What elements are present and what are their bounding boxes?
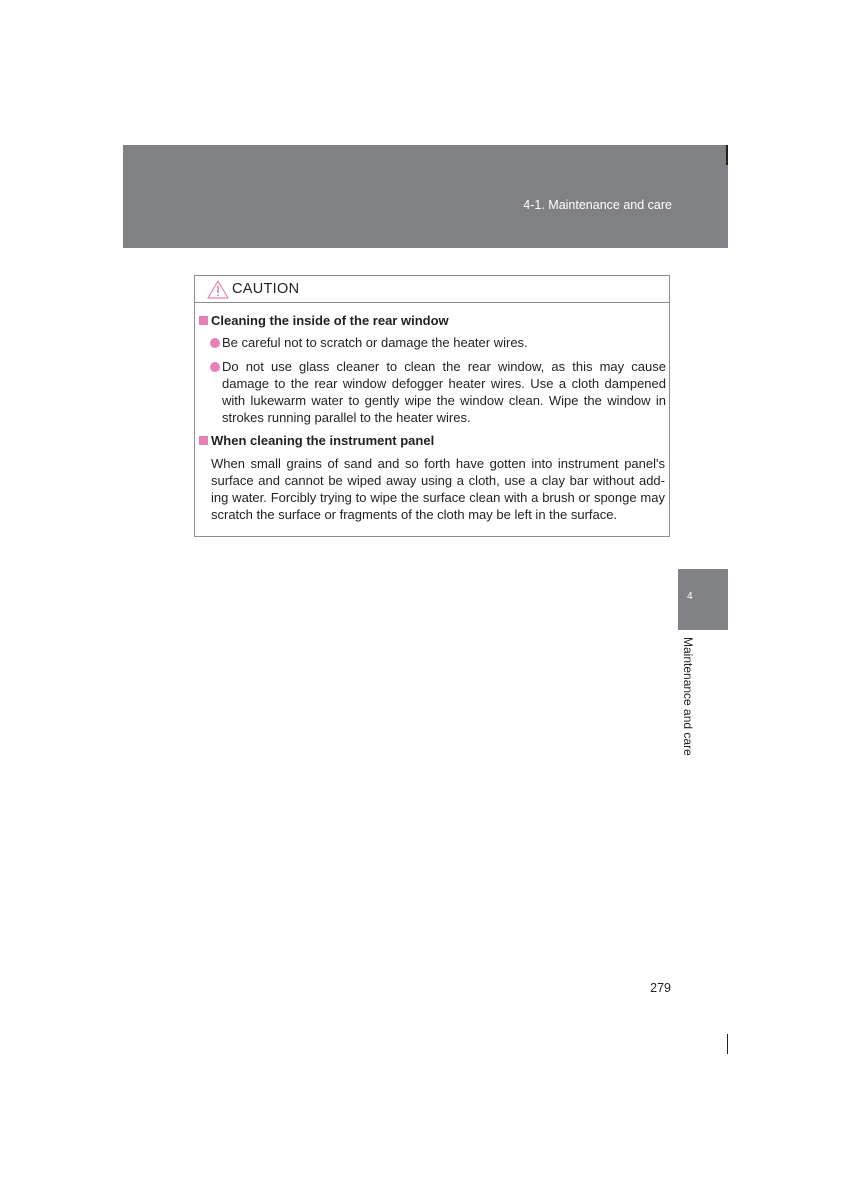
chapter-label: Maintenance and care (681, 637, 695, 756)
dot-bullet-icon (210, 362, 220, 372)
section-heading-text: Cleaning the inside of the rear window (211, 313, 449, 328)
bullet-item (210, 334, 666, 351)
crop-mark (726, 145, 728, 165)
section-title: 4-1. Maintenance and care (523, 198, 672, 212)
caution-box (194, 275, 670, 537)
bullet-text: Be careful not to scratch or damage the heater wires. (222, 335, 528, 350)
section-heading-text: When cleaning the instrument panel (211, 433, 435, 448)
crop-mark (727, 1034, 728, 1054)
warning-triangle-icon (207, 280, 229, 299)
square-bullet-icon (199, 436, 208, 445)
section-heading-rear-window (199, 313, 449, 328)
body-paragraph: When small grains of sand and so forth have gotten into instrument panel's surface and cannot be wiped away using a cloth, use a clay bar without add- ing water. Forcibly trying to wipe the surface clean with a brush or sponge may scratch the surface or fragments of the cloth may be left in the surface. (211, 456, 665, 522)
square-bullet-icon (199, 316, 208, 325)
chapter-number: 4 (687, 591, 693, 602)
bullet-text: Do not use glass cleaner to clean the rear window, as this may cause damage to the rear window defogger heater wires. Use a cloth dampened with lukewarm water to gently wipe the window clean. Wipe the window in strokes running parallel to the heater wires. (222, 359, 666, 425)
caution-title: CAUTION (232, 281, 300, 297)
page-number: 279 (650, 981, 671, 995)
dot-bullet-icon (210, 338, 220, 348)
header-band (123, 145, 728, 248)
chapter-tab (678, 569, 728, 630)
caution-header (195, 276, 669, 303)
bullet-item (210, 358, 666, 426)
section-heading-instrument-panel (199, 433, 434, 448)
chapter-label-wrap (681, 637, 699, 767)
